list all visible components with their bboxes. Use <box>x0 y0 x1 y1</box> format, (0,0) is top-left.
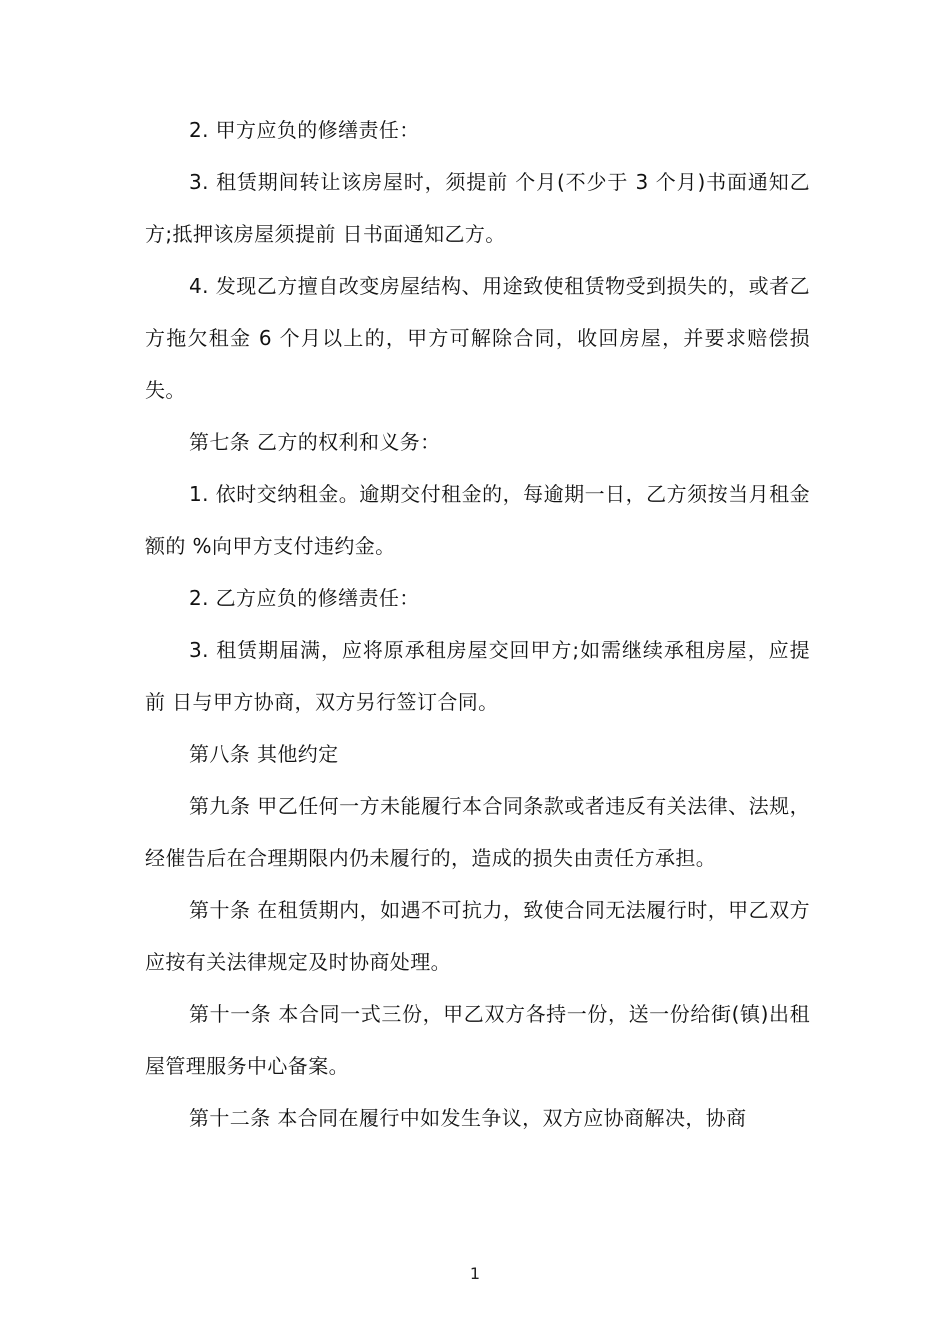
page-number: 1 <box>469 1264 481 1283</box>
article-8-heading: 第八条 其他约定 <box>189 742 339 766</box>
paragraph-rent-payment: 1. 依时交纳租金。逾期交付租金的，每逾期一日，乙方须按当月租金额的 %向甲方支付违约金。 <box>145 482 810 558</box>
article-7-heading: 第七条 乙方的权利和义务： <box>189 430 441 454</box>
document-body <box>145 104 810 1144</box>
article-12-paragraph: 第十二条 本合同在履行中如发生争议，双方应协商解决，协商 <box>189 1106 747 1130</box>
article-9-paragraph: 第九条 甲乙任何一方未能履行本合同条款或者违反有关法律、法规，经催告后在合理期限内仍未履行的，造成的损失由责任方承担。 <box>145 794 810 870</box>
article-10-paragraph: 第十条 在租赁期内，如遇不可抗力，致使合同无法履行时，甲乙双方应按有关法律规定及时协商处理。 <box>145 898 810 974</box>
paragraph-landlord-repair: 2. 甲方应负的修缮责任： <box>189 118 420 142</box>
paragraph-termination: 4. 发现乙方擅自改变房屋结构、用途致使租赁物受到损失的，或者乙方拖欠租金 6 个月以上的，甲方可解除合同，收回房屋，并要求赔偿损失。 <box>145 274 810 402</box>
paragraph-transfer-notice: 3. 租赁期间转让该房屋时，须提前 个月(不少于 3 个月)书面通知乙方;抵押该房屋须提前 日书面通知乙方。 <box>145 170 810 246</box>
paragraph-lease-expiry: 3. 租赁期届满，应将原承租房屋交回甲方;如需继续承租房屋，应提前 日与甲方协商，双方另行签订合同。 <box>145 638 810 714</box>
paragraph-tenant-repair: 2. 乙方应负的修缮责任： <box>189 586 420 610</box>
article-11-paragraph: 第十一条 本合同一式三份，甲乙双方各持一份，送一份给街(镇)出租屋管理服务中心备案。 <box>145 1002 810 1078</box>
